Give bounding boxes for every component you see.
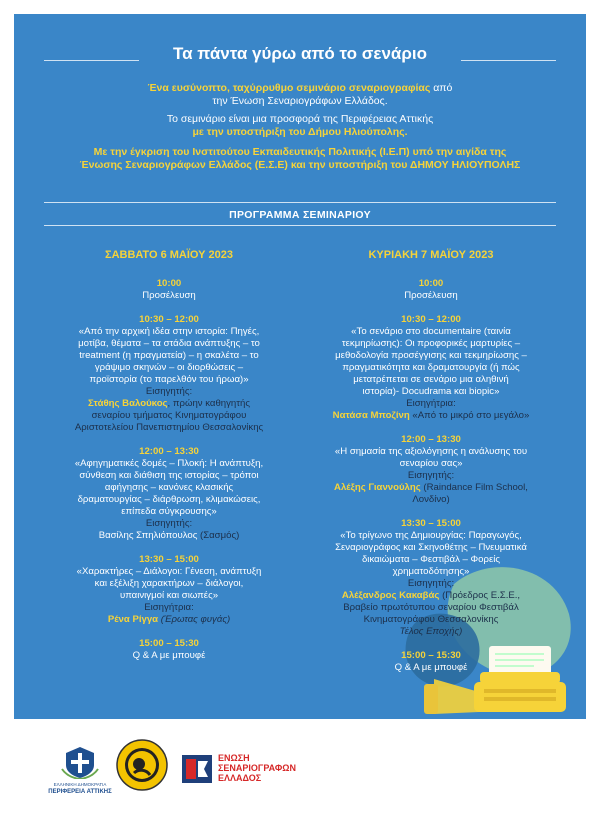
session-line: «Από την αρχική ιδέα στην ιστορία: Πηγές, — [78, 326, 260, 337]
poster-title: Τα πάντα γύρω από το σενάριο — [172, 44, 427, 63]
union-name-2: ΣΕΝΑΡΙΟΓΡΑΦΩΝ — [218, 763, 297, 773]
speaker-label: Εισηγήτρια: — [144, 602, 194, 613]
session-time: 12:00 – 13:30 — [401, 434, 461, 445]
session-time: 15:00 – 15:30 — [401, 650, 461, 661]
day1-session-4 — [44, 554, 294, 626]
day2-session-1 — [306, 278, 556, 302]
speaker-affiliation: Αριστοτελείου Πανεπιστημίου Θεσσαλονίκης — [74, 422, 264, 433]
session-line: «Χαρακτήρες – Διάλογοι: Γένεση, ανάπτυξη — [76, 566, 262, 577]
speaker-affiliation: , πρώην καθηγητής — [167, 398, 251, 409]
day1-session-2 — [44, 314, 294, 434]
session-line: τεκμηρίωσης): Οι προφορικές μαρτυρίες – — [341, 338, 521, 349]
intro-line-3: Το σεμινάριο είναι μια προσφορά της Περιφέρειας Αττικής — [166, 113, 434, 125]
union-name-1: ΕΝΩΣΗ — [218, 753, 250, 763]
session-line: μετατρέπεται σε σενάριο μια αληθινή — [353, 374, 509, 385]
session-line: «Το σενάριο στο documentaire (ταινία — [351, 326, 511, 337]
speaker-affiliation: (Πρόεδρος Ε.Σ.Ε., — [439, 590, 521, 601]
speaker-label: Εισηγήτρια: — [406, 398, 456, 409]
session-text: Q & A με μπουφέ — [394, 662, 468, 673]
session-time: 13:30 – 15:00 — [401, 518, 461, 529]
session-line: «Αφηγηματικές δομές – Πλοκή: Η ανάπτυξη, — [74, 458, 264, 469]
municipality-seal-icon — [116, 739, 168, 791]
speaker-name: Ρένα Ρίγγα — [107, 614, 159, 625]
intro-line-5: Με την έγκριση του Ινστιτούτου Εκπαιδευτικής Πολιτικής (Ι.Ε.Π) υπό την αιγίδα της — [93, 146, 507, 158]
day2-column — [306, 249, 556, 686]
day1-session-1 — [44, 278, 294, 302]
intro-block — [54, 82, 546, 172]
speaker-name: Αλέξης Γιαννούλης — [334, 482, 421, 493]
speaker-label: Εισηγητής: — [145, 518, 193, 529]
session-line: μοτίβα, θέματα – τα στάδια ανάπτυξης – το — [78, 338, 260, 349]
session-line: επίπεδα σύγκρουσης» — [121, 506, 217, 517]
speaker-affiliation: Τέλος Εποχής) — [399, 626, 463, 637]
session-text: Q & A με μπουφέ — [132, 650, 206, 661]
intro-line-1-rest: από — [430, 82, 453, 94]
day1-session-3 — [44, 446, 294, 542]
session-time: 10:00 — [156, 278, 182, 289]
day1-title: ΣΑΒΒΑΤΟ 6 ΜΑΪΟΥ 2023 — [104, 249, 234, 261]
intro-highlight: Ένα ευσύνοπτο, ταχύρρυθμο σεμινάριο σεναριογραφίας — [147, 82, 431, 94]
region-text-2: ΠΕΡΙΦΕΡΕΙΑ ΑΤΤΙΚΗΣ — [48, 789, 112, 795]
writers-union-logo-icon — [182, 755, 212, 783]
session-text: Προσέλευση — [142, 290, 196, 301]
speaker-label: Εισηγητής: — [145, 386, 193, 397]
speaker-affiliation: Βραβείο πρωτότυπου σεναρίου Φεστιβάλ — [343, 602, 519, 613]
session-line: μεθοδολογία προσέγγισης και τεκμηρίωσης – — [335, 350, 527, 361]
title-divider-right — [461, 60, 556, 61]
union-name-3: ΕΛΛΑΔΟΣ — [218, 773, 262, 783]
program-title: ΠΡΟΓΡΑΜΜΑ ΣΕΜΙΝΑΡΙΟΥ — [229, 209, 371, 221]
day2-session-3 — [306, 434, 556, 506]
day1-session-5 — [44, 638, 294, 662]
session-line: Σεναριογράφος και Σκηνοθέτης – Πνευματικά — [335, 542, 527, 553]
session-line: σεναρίου σας» — [399, 458, 463, 469]
session-line: treatment (η πραγματεία) – η σκαλέτα – το — [79, 350, 259, 361]
session-line: αφήγησης – κανόνες κλασικής — [104, 482, 234, 493]
union-name — [218, 753, 296, 783]
session-line: προϊστορία (το παρελθόν του ήρωα)» — [89, 374, 249, 385]
session-line: δραματουργίας – διάρθρωση, κλιμακώσεις, — [77, 494, 261, 505]
session-line: πραγματικότητα και δραματουργία (ή πώς — [342, 362, 520, 373]
session-time: 13:30 – 15:00 — [139, 554, 199, 565]
session-line: «Η σημασία της αξιολόγησης η ανάλυσης του — [334, 446, 528, 457]
day1-column — [44, 249, 294, 674]
session-line: χρηματοδότησης» — [392, 566, 470, 577]
day2-title: ΚΥΡΙΑΚΗ 7 ΜΑΪΟΥ 2023 — [368, 249, 494, 261]
greek-emblem-icon — [60, 745, 100, 779]
speaker-affiliation: σεναρίου τμήματος Κινηματογράφου — [91, 410, 247, 421]
intro-line-2: την Ένωση Σεναριογράφων Ελλάδος. — [212, 95, 388, 107]
session-time: 10:30 – 12:00 — [401, 314, 461, 325]
session-time: 15:00 – 15:30 — [139, 638, 199, 649]
speaker-name: Αλέξανδρος Κακαβάς — [341, 590, 440, 601]
speaker-affiliation: (Σασμός) — [197, 530, 240, 541]
intro-line-4: με την υποστήριξη του Δήμου Ηλιούπολης. — [192, 126, 408, 138]
session-line: «Το τρίγωνο της Δημιουργίας: Παραγωγός, — [340, 530, 522, 541]
speaker-name: Στάθης Βαλούκος — [87, 398, 168, 409]
speaker-affiliation: Κινηματογράφου Θεσσαλονίκης — [363, 614, 499, 625]
day2-session-2 — [306, 314, 556, 422]
intro-line-1 — [54, 82, 546, 95]
program-divider-top — [44, 202, 556, 203]
title-divider-left — [44, 60, 139, 61]
intro-line-6: Ένωσης Σεναριογράφων Ελλάδος (Ε.Σ.Ε) και την υποστήριξη του ΔΗΜΟΥ ΗΛΙΟΥΠΟΛΗΣ — [79, 159, 521, 171]
speaker-affiliation: Λονδίνο) — [412, 494, 450, 505]
speaker-name: Βασίλης Σπηλιόπουλος — [98, 530, 198, 541]
session-line: και εξέλιξη χαρακτήρων – διάλογοι, — [94, 578, 244, 589]
session-time: 10:30 – 12:00 — [139, 314, 199, 325]
session-line: δικαιώματα – Φεστιβάλ – Φορείς — [361, 554, 501, 565]
session-text: Προσέλευση — [404, 290, 458, 301]
speaker-affiliation: (Raindance Film School, — [420, 482, 528, 493]
day2-session-5 — [306, 650, 556, 674]
region-text-1: ΕΛΛΗΝΙΚΗ ΔΗΜΟΚΡΑΤΙΑ — [53, 782, 107, 787]
speaker-affiliation: «Από το μικρό στο μεγάλο» — [409, 410, 530, 421]
session-time: 10:00 — [418, 278, 444, 289]
blue-panel — [14, 14, 586, 719]
logos-row — [0, 719, 600, 830]
session-line: γράψιμο σκηνών – οι διορθώσεις – — [94, 362, 244, 373]
speaker-label: Εισηγητής: — [407, 470, 455, 481]
speaker-label: Εισηγητής: — [407, 578, 455, 589]
speaker-affiliation: (Έρωτας φυγάς) — [158, 614, 231, 625]
session-time: 12:00 – 13:30 — [139, 446, 199, 457]
day2-session-4 — [306, 518, 556, 638]
session-line: ιστορία)- Docudrama και biopic» — [362, 386, 500, 397]
session-line: υπαινιγμοί και σιωπές» — [119, 590, 219, 601]
program-divider-bottom — [44, 225, 556, 226]
session-line: σύνθεση και διάθιση της ιστορίας – τρόποι — [79, 470, 259, 481]
speaker-name: Νατάσα Μποζίνη — [332, 410, 410, 421]
